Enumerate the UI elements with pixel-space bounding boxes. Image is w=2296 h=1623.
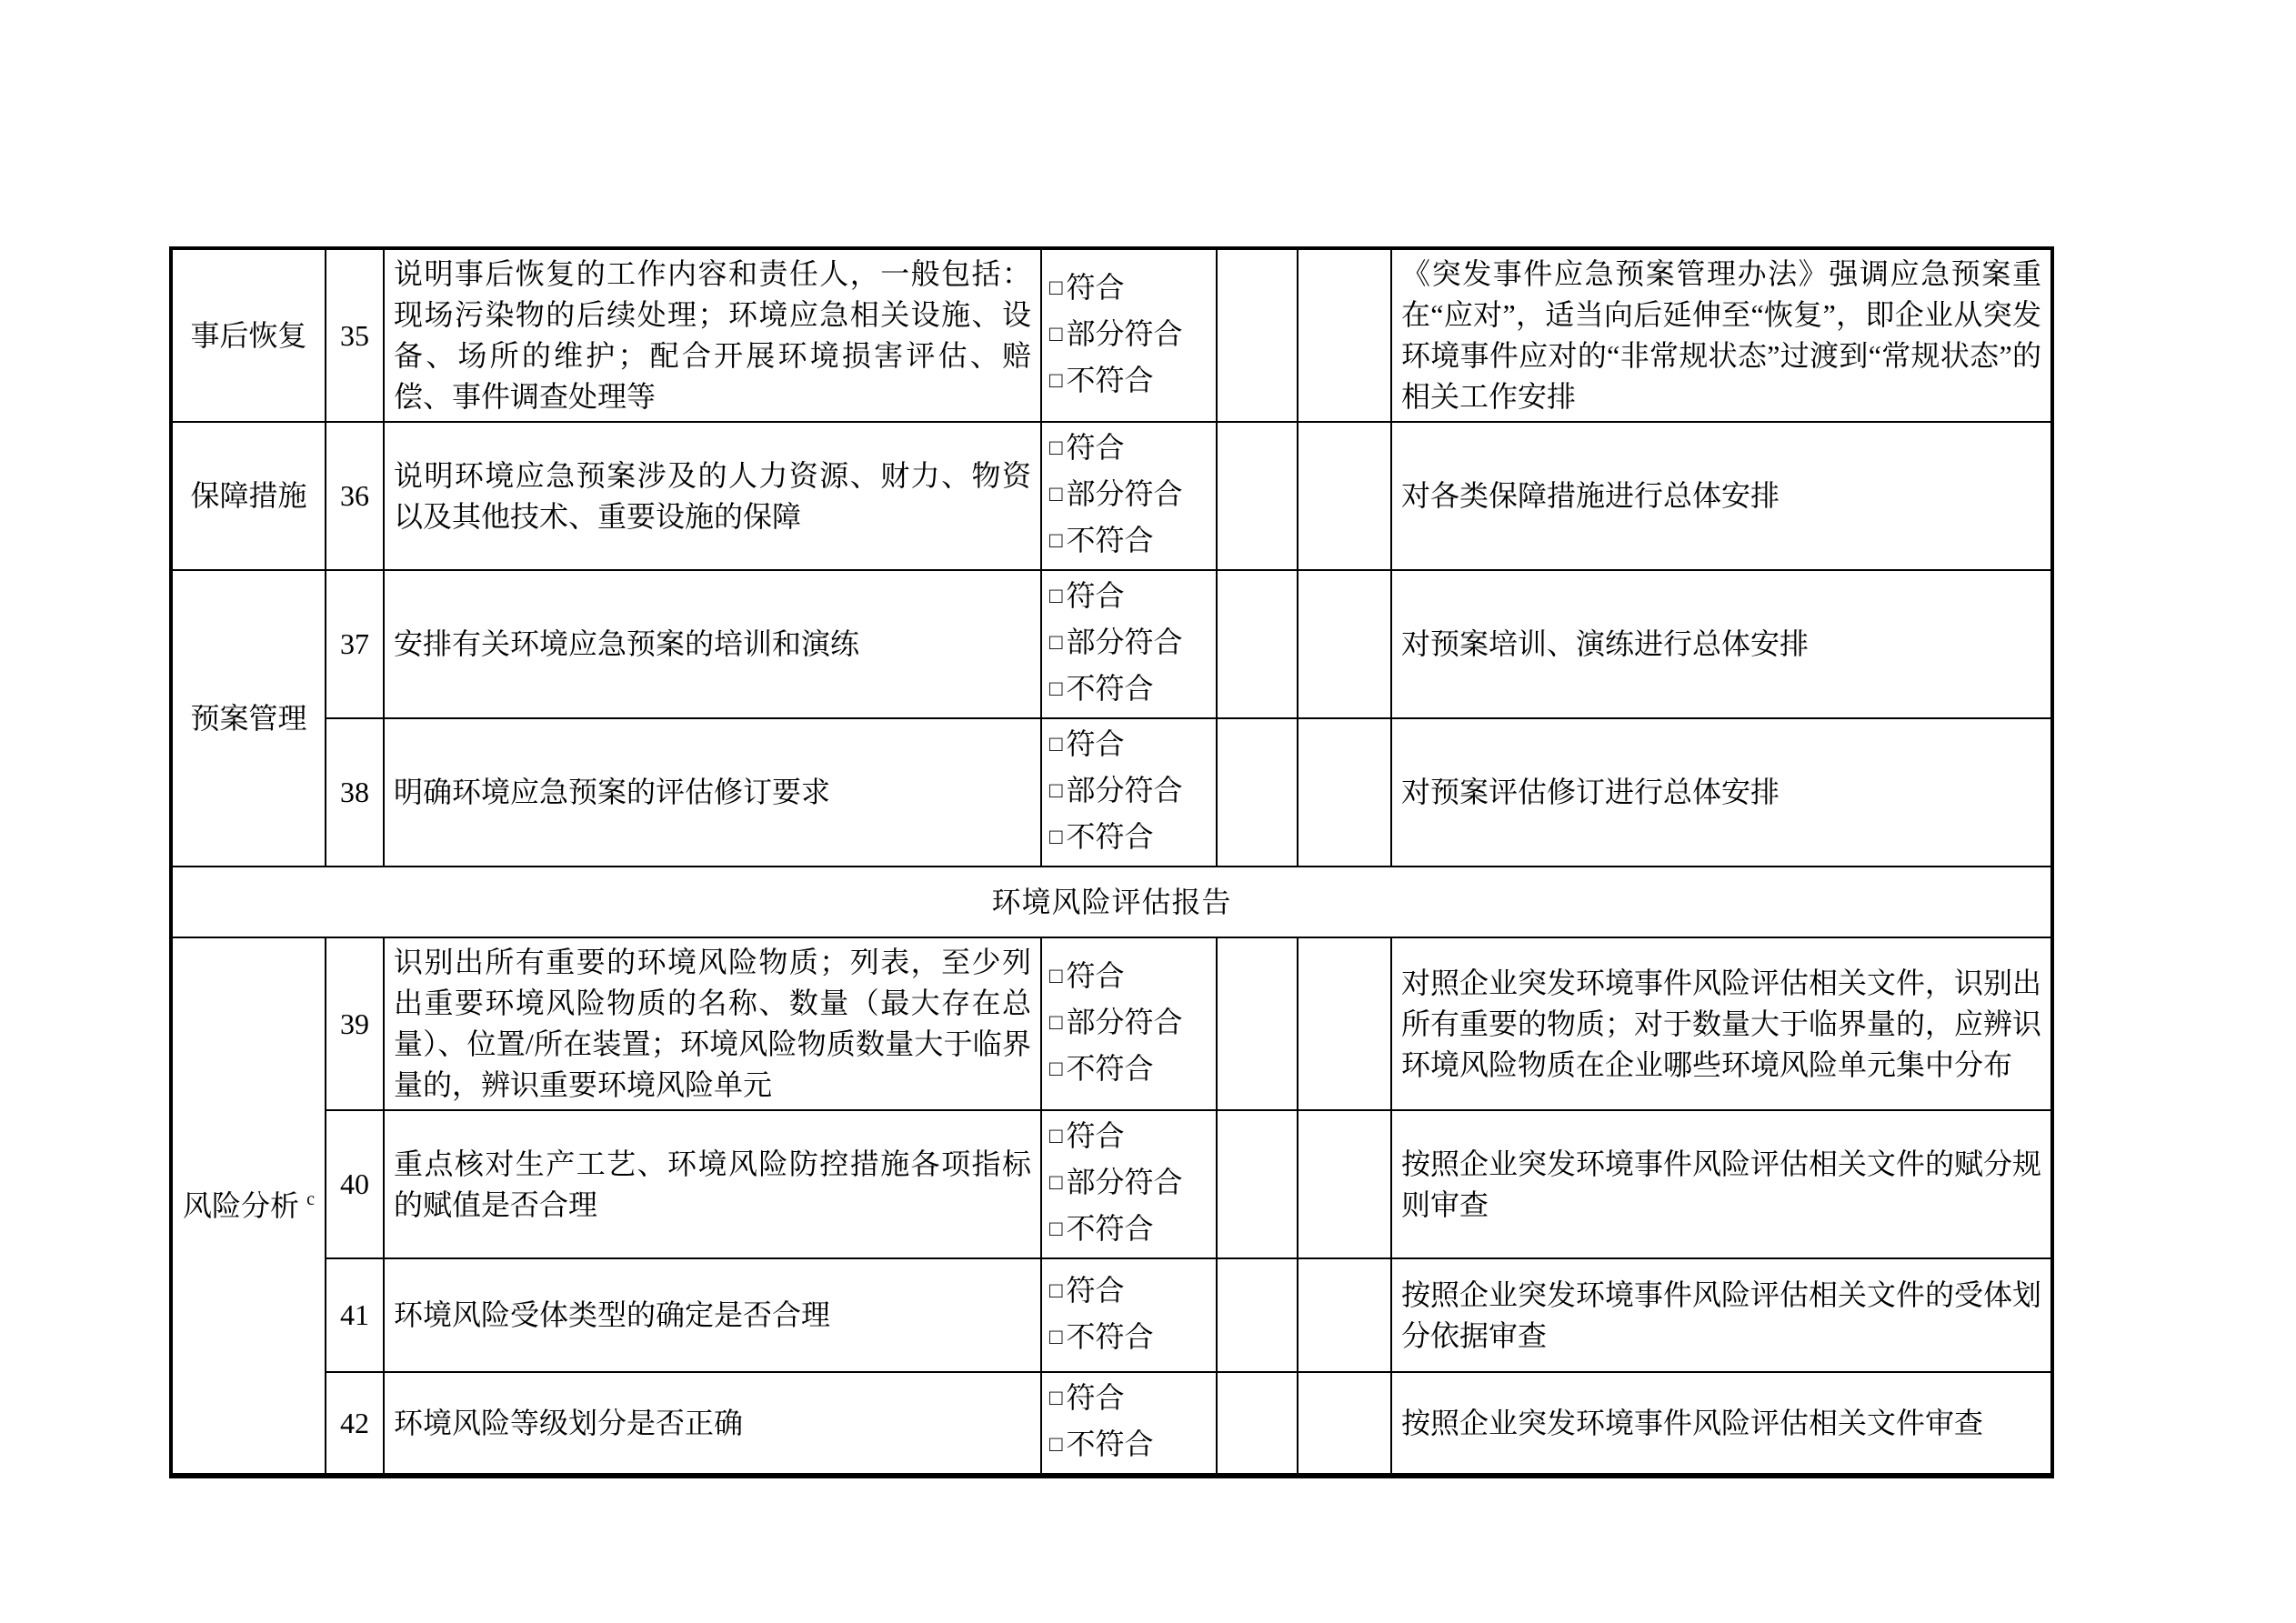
- option-label: 符合: [1066, 431, 1125, 464]
- checklist-table: [169, 246, 2054, 1478]
- document-page: [169, 246, 2054, 1478]
- option-label: 不符合: [1066, 1428, 1154, 1460]
- checkbox-option[interactable]: [1049, 769, 1212, 816]
- checkbox-option[interactable]: [1049, 667, 1212, 714]
- option-label: 不符合: [1066, 1212, 1154, 1245]
- table-row: [171, 1258, 2052, 1372]
- option-label: 不符合: [1066, 820, 1154, 853]
- score-cell-empty: [1217, 570, 1298, 718]
- table-row: [171, 718, 2052, 867]
- score-cell-empty: [1298, 570, 1391, 718]
- checkbox-icon[interactable]: □: [1049, 322, 1063, 346]
- checkbox-icon[interactable]: □: [1049, 1387, 1063, 1410]
- checkbox-option[interactable]: [1049, 1269, 1212, 1316]
- score-cell-empty: [1298, 937, 1391, 1110]
- score-cell-empty: [1217, 422, 1298, 570]
- checkbox-option[interactable]: [1049, 1001, 1212, 1047]
- option-label: 部分符合: [1066, 626, 1183, 658]
- score-cell-empty: [1298, 248, 1391, 422]
- option-label: 符合: [1066, 579, 1125, 612]
- section-header-row: [171, 867, 2052, 937]
- score-cell-empty: [1217, 248, 1298, 422]
- option-label: 不符合: [1066, 1319, 1154, 1353]
- checkbox-icon[interactable]: □: [1049, 1433, 1063, 1457]
- table-row: [171, 570, 2052, 718]
- row-number: 38: [326, 718, 384, 867]
- checkbox-option[interactable]: [1049, 1207, 1212, 1254]
- option-label: 符合: [1066, 1119, 1125, 1152]
- row-number: 35: [326, 248, 384, 422]
- remark-text: 按照企业突发环境事件风险评估相关文件审查: [1391, 1372, 2052, 1476]
- checkbox-option[interactable]: [1049, 359, 1212, 406]
- category-cell: [171, 422, 326, 570]
- category-label: 预案管理: [190, 701, 307, 735]
- category-cell: [171, 570, 326, 867]
- option-label: 符合: [1066, 1381, 1125, 1414]
- conformance-options: [1041, 718, 1217, 867]
- option-label: 部分符合: [1066, 1166, 1183, 1198]
- score-cell-empty: [1217, 1258, 1298, 1372]
- checkbox-option[interactable]: [1049, 1316, 1212, 1362]
- checkbox-icon[interactable]: □: [1049, 1217, 1063, 1241]
- checkbox-icon[interactable]: □: [1049, 483, 1063, 506]
- option-label: 符合: [1066, 1273, 1125, 1307]
- remark-text: 对预案评估修订进行总体安排: [1391, 718, 2052, 867]
- option-label: 符合: [1066, 958, 1125, 992]
- table-row: [171, 1372, 2052, 1476]
- checkbox-icon[interactable]: □: [1049, 1325, 1063, 1349]
- option-label: 部分符合: [1066, 1005, 1183, 1038]
- checkbox-option[interactable]: [1049, 266, 1212, 313]
- conformance-options: [1041, 1258, 1217, 1372]
- category-footnote-mark: c: [306, 1188, 315, 1209]
- option-label: 部分符合: [1066, 477, 1183, 510]
- option-label: 不符合: [1066, 524, 1154, 556]
- row-number: 36: [326, 422, 384, 570]
- checkbox-option[interactable]: [1049, 816, 1212, 862]
- checkbox-icon[interactable]: □: [1049, 585, 1063, 608]
- checkbox-option[interactable]: [1049, 1047, 1212, 1094]
- checkbox-icon[interactable]: □: [1049, 779, 1063, 803]
- category-label: 风险分析: [183, 1188, 300, 1222]
- checkbox-icon[interactable]: □: [1049, 368, 1063, 393]
- score-cell-empty: [1217, 718, 1298, 867]
- score-cell-empty: [1217, 1372, 1298, 1476]
- checkbox-option[interactable]: [1049, 473, 1212, 519]
- remark-text: 按照企业突发环境事件风险评估相关文件的受体划分依据审查: [1391, 1258, 2052, 1372]
- checkbox-icon[interactable]: □: [1049, 1125, 1063, 1148]
- checkbox-option[interactable]: [1049, 955, 1212, 1001]
- score-cell-empty: [1298, 718, 1391, 867]
- checkbox-icon[interactable]: □: [1049, 1171, 1063, 1195]
- checkbox-option[interactable]: [1049, 575, 1212, 621]
- conformance-options: [1041, 422, 1217, 570]
- score-cell-empty: [1298, 422, 1391, 570]
- checkbox-icon[interactable]: □: [1049, 276, 1063, 300]
- requirement-text: 说明事后恢复的工作内容和责任人，一般包括：现场污染物的后续处理；环境应急相关设施、设备、场所的维护；配合开展环境损害评估、赔偿、事件调查处理等: [384, 248, 1041, 422]
- checkbox-option[interactable]: [1049, 621, 1212, 667]
- requirement-text: 说明环境应急预案涉及的人力资源、财力、物资以及其他技术、重要设施的保障: [384, 422, 1041, 570]
- requirement-text: 安排有关环境应急预案的培训和演练: [384, 570, 1041, 718]
- checkbox-option[interactable]: [1049, 1423, 1212, 1469]
- checkbox-option[interactable]: [1049, 1377, 1212, 1423]
- requirement-text: 重点核对生产工艺、环境风险防控措施各项指标的赋值是否合理: [384, 1110, 1041, 1258]
- requirement-text: 环境风险等级划分是否正确: [384, 1372, 1041, 1476]
- checkbox-option[interactable]: [1049, 723, 1212, 769]
- table-row: [171, 248, 2052, 422]
- remark-text: 《突发事件应急预案管理办法》强调应急预案重在“应对”，适当向后延伸至“恢复”，即企业从突发环境事件应对的“非常规状态”过渡到“常规状态”的相关工作安排: [1391, 248, 2052, 422]
- conformance-options: [1041, 1372, 1217, 1476]
- checkbox-icon[interactable]: □: [1049, 964, 1063, 988]
- score-cell-empty: [1217, 937, 1298, 1110]
- checkbox-icon[interactable]: □: [1049, 631, 1063, 655]
- score-cell-empty: [1298, 1372, 1391, 1476]
- conformance-options: [1041, 570, 1217, 718]
- section-header: 环境风险评估报告: [171, 867, 2052, 937]
- checkbox-icon[interactable]: □: [1049, 826, 1063, 849]
- checkbox-icon[interactable]: □: [1049, 436, 1063, 460]
- remark-text: 对预案培训、演练进行总体安排: [1391, 570, 2052, 718]
- option-label: 符合: [1066, 270, 1125, 304]
- conformance-options: [1041, 937, 1217, 1110]
- category-cell: [171, 248, 326, 422]
- conformance-options: [1041, 248, 1217, 422]
- row-number: 39: [326, 937, 384, 1110]
- checkbox-icon[interactable]: □: [1049, 1278, 1063, 1303]
- table-row: [171, 1110, 2052, 1258]
- category-cell: [171, 937, 326, 1476]
- score-cell-empty: [1298, 1258, 1391, 1372]
- checkbox-icon[interactable]: □: [1049, 1010, 1063, 1035]
- requirement-text: 识别出所有重要的环境风险物质；列表，至少列出重要环境风险物质的名称、数量（最大存在总量）、位置/所在装置；环境风险物质数量大于临界量的，辨识重要环境风险单元: [384, 937, 1041, 1110]
- checkbox-option[interactable]: [1049, 1115, 1212, 1161]
- option-label: 不符合: [1066, 363, 1154, 396]
- option-label: 部分符合: [1066, 316, 1183, 350]
- table-row: [171, 937, 2052, 1110]
- remark-text: 按照企业突发环境事件风险评估相关文件的赋分规则审查: [1391, 1110, 2052, 1258]
- checkbox-icon[interactable]: □: [1049, 529, 1063, 553]
- remark-text: 对各类保障措施进行总体安排: [1391, 422, 2052, 570]
- checkbox-option[interactable]: [1049, 519, 1212, 566]
- option-label: 符合: [1066, 727, 1125, 760]
- requirement-text: 明确环境应急预案的评估修订要求: [384, 718, 1041, 867]
- score-cell-empty: [1298, 1110, 1391, 1258]
- option-label: 不符合: [1066, 1051, 1154, 1085]
- checkbox-icon[interactable]: □: [1049, 677, 1063, 701]
- option-label: 部分符合: [1066, 774, 1183, 806]
- checkbox-icon[interactable]: □: [1049, 1057, 1063, 1081]
- row-number: 41: [326, 1258, 384, 1372]
- checkbox-option[interactable]: [1049, 313, 1212, 359]
- category-label: 保障措施: [190, 479, 307, 512]
- row-number: 37: [326, 570, 384, 718]
- category-label: 事后恢复: [190, 318, 307, 352]
- requirement-text: 环境风险受体类型的确定是否合理: [384, 1258, 1041, 1372]
- checkbox-option[interactable]: [1049, 426, 1212, 473]
- row-number: 42: [326, 1372, 384, 1476]
- checkbox-option[interactable]: [1049, 1161, 1212, 1207]
- conformance-options: [1041, 1110, 1217, 1258]
- remark-text: 对照企业突发环境事件风险评估相关文件，识别出所有重要的物质；对于数量大于临界量的，应辨识环境风险物质在企业哪些环境风险单元集中分布: [1391, 937, 2052, 1110]
- checkbox-icon[interactable]: □: [1049, 733, 1063, 756]
- table-row: [171, 422, 2052, 570]
- row-number: 40: [326, 1110, 384, 1258]
- score-cell-empty: [1217, 1110, 1298, 1258]
- option-label: 不符合: [1066, 672, 1154, 705]
